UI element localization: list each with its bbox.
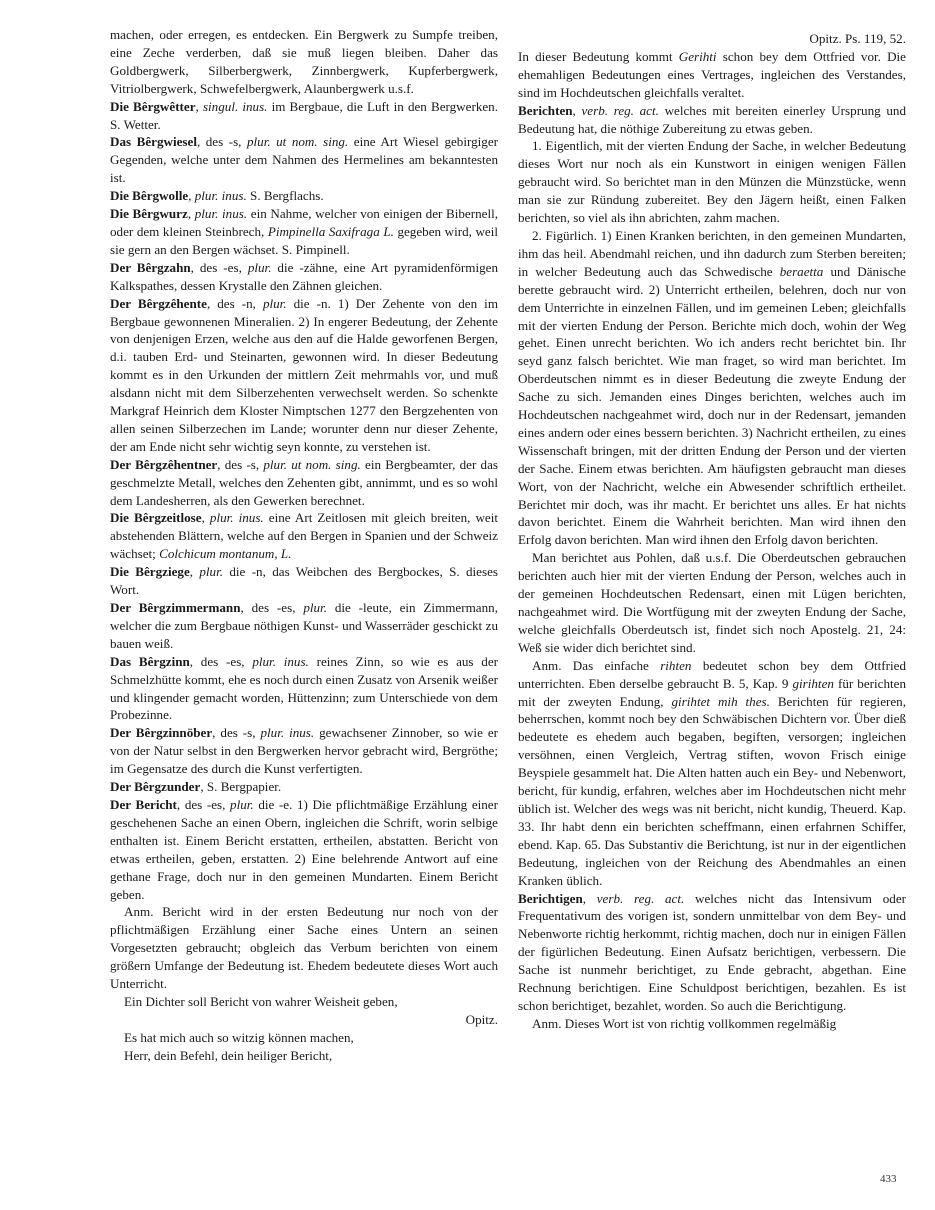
verse-line (110, 1047, 498, 1065)
headword: Die Bêrgziege (110, 564, 190, 580)
indented-paragraph (518, 227, 906, 549)
italic-text: plur. inus. (194, 206, 248, 222)
headword: Der Bêrgzunder (110, 779, 201, 795)
italic-text: singul. inus. (202, 98, 268, 114)
text-run: Herr, dein Befehl, dein heiliger Bericht, (124, 1047, 333, 1063)
text-run: Opitz. Ps. 119, 52. (809, 31, 906, 46)
text-run: eine Art Zeitlosen mit gleich breiten, weit abstehenden Blättern, welche auf den Bergen in Spanien und der Schweiz wächset; (110, 510, 498, 562)
indented-paragraph (518, 1015, 906, 1033)
entry-paragraph (110, 259, 498, 295)
text-run: , (201, 510, 210, 526)
entry-paragraph (110, 653, 498, 725)
text-run: reines Zinn, so wie es aus der Schmelzhütte kommt, ehe es noch durch einen Zusatz von Arsenik weißer und klingender gemacht worden, Hüttenzinn; zum Unterschiede von dem Probezinne. (110, 653, 499, 723)
text-run: Berichten für regieren, beherrschen, kommt noch bey den Schwäbischen Dichtern vor. Über dieß bedeutete es ehedem auch begaben, begiften, versorgen; ingleichen versöhnen, einen Vergleich, Vertrag stiften, wovon Frisch einige Beyspiele gesammelt hat. Die Alten hatten auch ein Bey- und Nebenwort, bericht, für kundig, erfahren, welches aber im Hochdeutschen nicht mehr üblich ist. Welcher des wegs was nit bericht, nicht kundig, Theuerd. Kap. 33. Ihr habt denn ein berichten scheffmann, einen erfahrnen Schiffer, ebend. Kap. 65. Das Substantiv die Berichtung, ist nur in der eigentlichen Bedeutung, ingleichen von der Reichung des Abendmahles an einen Kranken üblich. (518, 693, 906, 888)
italic-text: plur. (247, 259, 272, 275)
italic-text: plur. inus. (194, 188, 247, 204)
italic-text: verb. reg. act. (581, 102, 659, 118)
text-run: im Bergbaue, die Luft in den Bergwerken. S. Wetter. (110, 98, 498, 132)
italic-text: rihten (660, 657, 692, 673)
text-run: ein Nahme, welcher von einigen der Bibernell, oder dem kleinen Steinbrech, (110, 206, 499, 239)
entry-paragraph (110, 187, 498, 205)
text-run: , (189, 564, 200, 580)
text-run: schon bey dem Ottfried vor. Die ehemahligen Bedeutungen eines Vertrages, ingleichen des Verstandes, sind im Hochdeutschen gleichfalls veraltet. (518, 48, 906, 100)
text-run: , (572, 102, 582, 118)
headword: Die Bêrgwêtter (110, 98, 196, 114)
text-run: gewachsener Zinnober, so wie er von der Natur selbst in den Bergwerken hervor gebracht wird, Bergröthe; im Gegensatze des durch die Kunst verfertigten. (110, 725, 498, 777)
text-run: Es hat mich auch so witzig können machen, (124, 1029, 354, 1045)
text-run: 2. Figürlich. 1) Einen Kranken berichten, in den gemeinen Mundarten, ihm das heil. Abendmahl reichen, und ihn dadurch zum Sterben bereiten; in welcher Bedeutung auch das Schwedische (518, 227, 906, 279)
text-run: die -leute, ein Zimmermann, welcher die zum Bergbaue nöthigen Kunst- und Wasserräder geschickt zu bauen weiß. (110, 600, 498, 651)
right-column (518, 30, 906, 1033)
entry-paragraph (110, 724, 498, 778)
text-run: , (188, 188, 195, 204)
italic-text: girihtet mih thes. (671, 693, 770, 709)
italic-text: girihten (792, 675, 834, 691)
text-run: , des -es, (240, 600, 304, 615)
text-run: , des -es, (190, 259, 248, 275)
entry-paragraph (518, 102, 906, 138)
text-run: , (582, 890, 597, 906)
text-run: , (195, 98, 203, 114)
text-run: welches nicht das Intensivum oder Frequentativum des vorigen ist, sondern unmittelbar von dem Bey- und Nebenworte richtig herkommt, richtig machen, doch nur in einigen Fällen der figürlichen Bedeutung. Einen Aufsatz berichtigen, verbessern. Die Sache ist nunmehr berichtiget, zu Ende gebracht, abgethan. Eine Rechnung berichtigen. Eine Schuldpost berichtigen, bezahlen. Es ist schon berichtiget, bezahlet, worden. So auch die Berichtigung. (518, 890, 906, 1013)
text-run: eine Art Wiesel gebirgiger Gegenden, welche unter dem Nahmen des Hermelines am bekanntesten ist. (110, 134, 499, 186)
text-run: , des -n, (206, 295, 263, 311)
italic-text: plur. inus. (260, 725, 315, 741)
headword: Die Bêrgwolle (110, 188, 189, 204)
indented-paragraph (518, 657, 906, 890)
entry-paragraph (110, 599, 498, 653)
italic-text: Gerihti (678, 48, 717, 64)
italic-text: plur. ut nom. sing. (246, 134, 349, 150)
verse-line (110, 993, 498, 1011)
entry-paragraph (110, 778, 498, 796)
page-number: 433 (880, 1173, 897, 1185)
left-column (110, 26, 498, 1065)
text-run: Anm. Dieses Wort ist von richtig vollkommen regelmäßig (532, 1015, 837, 1031)
text-run: für berichten mit der zweyten Endung, (518, 675, 906, 709)
headword: Die Bêrgzeitlose (110, 510, 202, 526)
italic-text: plur. (262, 295, 287, 311)
italic-text: plur. (230, 796, 254, 812)
text-run: Opitz. (465, 1011, 498, 1027)
entry-paragraph (110, 456, 498, 510)
text-run: Anm. Das einfache (532, 657, 661, 673)
text-run: und Dänische berette gebraucht wird. 2) Unterricht ertheilen, belehren, doch nur von dem Unterrichte in einzelnen Fällen, und im gemeinen Leben; gleichfalls mit der vierten Endung der Person. Berichte mich doch, wohin der Weg gehet. Einen unrecht berichten. Wo ich anders recht berichtet bin. Ihr seyd ganz falsch berichtet. Wie man fraget, so wird man berichtet. Im Oberdeutschen nimmt es in dieser Bedeutung die zweyte Endung der Sache zu sich. Jemanden eines Dinges berichten, welches auch im Hochdeutschen nachgeahmet wird, doch nur in der Redensart, jemanden eines andern oder eines bessern berichten. 3) Nachricht ertheilen, zu eines Wissenschaft bringen, mit der dritten Endung der Person und der vierten der Sache. Einem etwas berichten. Am häufigsten gebraucht man dieses Wort, von der Nachricht, welche ein Abwesender schriftlich ertheilet. Berichtet mir doch, was ihr macht. Er berichtet uns alles. Er hat nichts davon berichtet. Einem die Wahrheit berichten. Man wird ihnen den Erfolg davon berichten. Man wird ihnen den Erfolg davon berichten. (518, 263, 906, 548)
italic-text: plur. (199, 564, 224, 580)
text-run: machen, oder erregen, es entdecken. Ein Bergwerk zu Sumpfe treiben, eine Zeche verderben, daß sie muß liegen bleiben. Daher das Goldbergwerk, Silberbergwerk, Zinnbergwerk, Kupferbergwerk, Vitriolbergwerk, Schwefelbergwerk, Alaunbergwerk u.s.f. (110, 27, 498, 96)
text-run: , des -es, (189, 653, 253, 669)
headword: Das Bêrgwiesel (110, 134, 197, 150)
entry-paragraph (518, 48, 906, 102)
text-run: die -e. 1) Die pflichtmäßige Erzählung einer geschehenen Sache an einen Obern, ingleichen die Schrift, worin selbige enthalten ist. Einem Bericht erstatten, ertheilen, abstatten. Bericht von etwas ertheilen, geben, erstatten. 2) Eine belehrende Antwort auf eine gethane Frage, doch nur in den gemeinen Mundarten. Einem Bericht geben. (110, 796, 498, 902)
headword: Die Bêrgwurz (110, 206, 188, 222)
headword: Der Bêrgzimmermann (110, 600, 241, 615)
source-citation (110, 1011, 498, 1029)
italic-text: beraetta (779, 263, 824, 279)
entry-paragraph (110, 133, 498, 187)
entry-paragraph (518, 890, 906, 1015)
text-run: In dieser Bedeutung kommt (518, 48, 679, 64)
headword: Berichten (518, 102, 573, 118)
text-run: Ein Dichter soll Bericht von wahrer Weisheit geben, (124, 993, 398, 1009)
italic-text: Colchicum montanum, L. (159, 546, 292, 562)
italic-text: plur. (303, 600, 327, 615)
italic-text: Pimpinella Saxifraga L. (267, 223, 394, 239)
italic-text: plur. inus. (252, 653, 309, 669)
entry-paragraph (110, 98, 498, 134)
italic-text: verb. reg. act. (596, 890, 685, 906)
indented-paragraph (518, 549, 906, 656)
source-citation (518, 30, 906, 48)
headword: Der Bêrgzahn (110, 259, 191, 275)
italic-text: plur. ut nom. sing. (263, 456, 361, 472)
headword: Der Bericht (110, 796, 177, 812)
text-run: Man berichtet aus Pohlen, daß u.s.f. Die Oberdeutschen gebrauchen berichten auch hier mit der vierten Endung der Person, welches auch in der gemeinen Hochdeutschen Redensart, einen mit Lügen berichten, nachgeahmet wird. Die Wortfügung mit der zweyten Endung der Sache, welche gleichfalls Oberdeutsch ist, findet sich noch Apostelg. 21, 24: Weß sie wider dich berichtet sind. (518, 550, 906, 655)
text-run: die -zähne, eine Art pyramidenförmigen Kalkspathes, dessen Krystalle den Zähnen gleichen. (110, 259, 498, 293)
text-run: die -n. 1) Der Zehente von den im Bergbaue gewonnenen Mineralien. 2) In engerer Bedeutung, der Zehente von denjenigen Erzen, welche aus den auf die Halde geworfenen Bergen, d.i. tauben Erd- und Steinarten, gewonnen wird. In dieser Bedeutung kommt es in den Urkunden der mittlern Zeit mehrmahls vor, und muß alsdann nicht mit dem Silberzehenten verwechselt werden. So schenkte Markgraf Heinrich dem Kloster Nimptschen 1277 den Bergzehenten von allen seinen Silberzechen im Lande; worunter denn nur dieser Zehente, der am Ende nicht sehr wichtig seyn konnte, zu verstehen ist. (110, 295, 499, 454)
text-run: die -n, das Weibchen des Bergbockes, S. dieses Wort. (110, 564, 498, 598)
text-run: S. Bergflachs. (246, 188, 324, 204)
text-run: Anm. Bericht wird in der ersten Bedeutung nur noch von der pflichtmäßigen Erzählung einer Sache eines Untern an seinen Vorgesetzten gebraucht; obgleich das Verbum berichten von einem größern Umfange der Bedeutung ist. Ehedem bedeutete dieses Wort auch Unterricht. (110, 904, 498, 992)
text-run: , S. Bergpapier. (200, 779, 282, 795)
entry-paragraph (110, 796, 498, 903)
verse-line (110, 1029, 498, 1047)
entry-paragraph (110, 205, 498, 259)
text-run: ein Bergbeamter, der das geschmelzte Metall, welches den Zehenten gibt, annimmt, und es so wohl dem Landesherren, als den Gewerken berechnet. (110, 456, 498, 508)
headword: Der Bêrgzêhentner (110, 456, 218, 472)
italic-text: plur. inus. (209, 510, 264, 526)
entry-paragraph (110, 509, 498, 563)
entry-paragraph (110, 26, 498, 98)
headword: Der Bêrgzêhente (110, 295, 207, 311)
text-run: , des -s, (217, 456, 264, 472)
text-run: gegeben wird, weil sie gern an den Bergen wächset. S. Pimpinell. (110, 223, 498, 257)
text-run: , des -s, (196, 134, 247, 150)
text-run: , des -es, (176, 796, 231, 812)
text-run: , (187, 206, 195, 222)
headword: Der Bêrgzinnöber (110, 725, 213, 741)
entry-paragraph (110, 563, 498, 599)
text-run: welches mit bereiten einerley Ursprung und Bedeutung hat, die nöthige Zubereitung zu etwas geben. (518, 102, 907, 136)
entry-paragraph (110, 295, 498, 456)
headword: Berichtigen (518, 890, 583, 906)
text-run: 1. Eigentlich, mit der vierten Endung der Sache, in welcher Bedeutung dieses Wort nur noch als ein Kunstwort in einigen wenigen Fällen gebraucht wird. So berichtet man in den Münzen die Münzstücke, wenn man sie zur Ründung zubereitet. Bey den Jägern heißt, einen Falken berichten, so viel als ihn abrichten, zahm machen. (518, 138, 906, 226)
text-run: , des -s, (212, 725, 261, 741)
headword: Das Bêrgzinn (110, 653, 190, 669)
text-run: bedeutet schon bey dem Ottfried unterrichten. Eben derselbe gebraucht B. 5, Kap. 9 (518, 657, 906, 691)
indented-paragraph (518, 137, 906, 227)
indented-paragraph (110, 903, 498, 993)
